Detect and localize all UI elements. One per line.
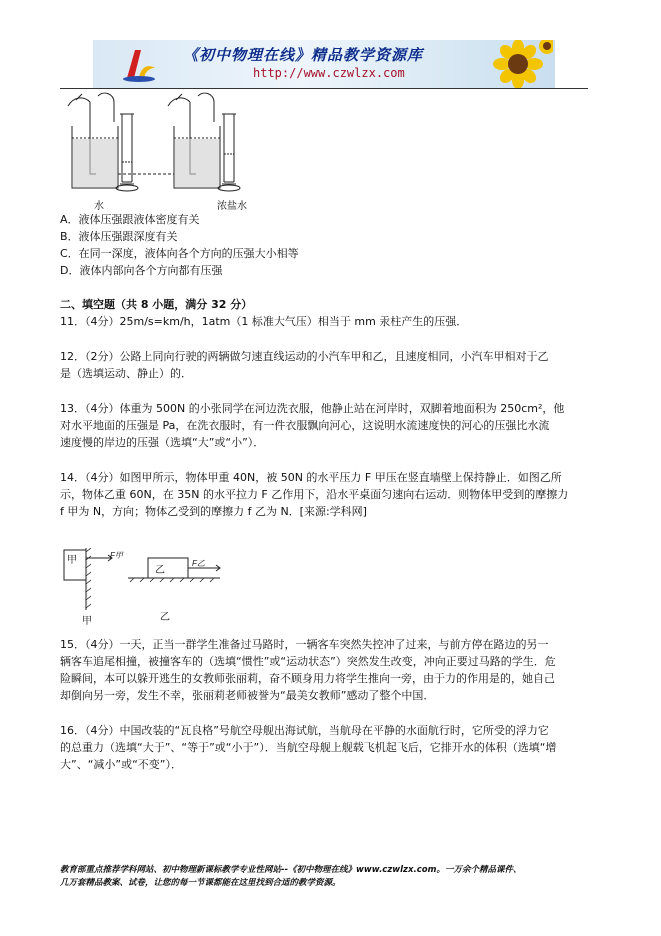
option-c: C．在同一深度，液体向各个方向的压强大小相等	[60, 247, 299, 260]
figure-jia-caption: 甲	[82, 616, 92, 627]
question-16-line1: 16．（4分）中国改装的“瓦良格”号航空母舰出海试航，当航母在平静的水面航行时，它所受的浮力它	[60, 724, 549, 737]
force-yi-label: F乙	[192, 559, 205, 568]
header-banner	[93, 40, 555, 88]
page-footer	[60, 864, 521, 890]
question-13-line1: 13．（4分）体重为 500N 的小张同学在河边洗衣服，他静止站在河岸时，双脚着地面积为 250cm²，他	[60, 402, 565, 415]
pressure-gauge-figure	[60, 92, 260, 198]
question-12-line1: 12．（2分）公路上同向行驶的两辆做匀速直线运动的小汽车甲和乙，且速度相同，小汽车甲相对于乙	[60, 350, 549, 363]
question-15-line1: 15．（4分）一天，正当一群学生准备过马路时，一辆客车突然失控冲了过来，与前方停在路边的另一	[60, 638, 549, 651]
figure-yi-caption: 乙	[160, 612, 170, 623]
question-14-line2: 示，物体乙重 60N，在 35N 的水平拉力 F 乙作用下，沿水平桌面匀速向右运动．则物体甲受到的摩擦力	[60, 488, 569, 501]
footer-line2: 几万套精品教案、试卷，让您的每一节课都能在这里找到合适的教学资源。	[60, 878, 341, 888]
caption-brine: 浓盐水	[217, 201, 247, 212]
question-15-line4: 却倒向另一旁，发生不幸，张丽莉老师被誉为“最美女教师”感动了整个中国．	[60, 689, 435, 702]
section-heading: 二、填空题（共 8 小题，满分 32 分）	[60, 298, 253, 311]
question-16-line2: 的总重力（选填“大于”、“等于”或“小于”）．当航空母舰上舰载飞机起飞后，它排开水的体积（选填“增	[60, 741, 557, 754]
force-jia-label: F甲	[110, 551, 123, 560]
question-11: 11．（4分）25m/s=km/h，1atm（1 标准大气压）相当于 mm 汞柱产生的压强．	[60, 315, 468, 328]
banner-title: 《初中物理在线》精品教学资源库	[183, 46, 424, 64]
question-15-line3: 险瞬间，本可以躲开逃生的女教师张丽莉，奋不顾身用力将学生推向一旁，由于力的作用是的，她自己	[60, 672, 555, 685]
question-16-line3: 大”、“减小”或“不变”）．	[60, 758, 182, 771]
question-12-line2: 是（选填运动、静止）的．	[60, 367, 192, 380]
block-yi-label: 乙	[155, 565, 165, 576]
question-14-line3: f 甲为 N，方向；物体乙受到的摩擦力 f 乙为 N．[来源:学科网]	[60, 505, 367, 518]
banner-url: http://www.czwlzx.com	[253, 66, 405, 80]
question-15-line2: 辆客车追尾相撞，被撞客车的（选填“惯性”或“运动状态”）突然发生改变，冲向正要过马路的学生．危	[60, 655, 556, 668]
sunflower-icon	[483, 40, 553, 88]
question-13-line2: 对水平地面的压强是 Pa，在洗衣服时，有一件衣服飘向河心，这说明水流速度快的河心的压强比水流	[60, 419, 550, 432]
caption-water: 水	[94, 201, 104, 212]
option-d: D．液体内部向各个方向都有压强	[60, 264, 223, 277]
option-b: B．液体压强跟深度有关	[60, 230, 178, 243]
header-rule	[60, 88, 588, 89]
option-a: A．液体压强跟液体密度有关	[60, 213, 200, 226]
footer-line1: 教育部重点推荐学科网站、初中物理新课标教学专业性网站--《初中物理在线》www.czwlzx.com。一万余个精品课件、	[60, 865, 522, 875]
block-jia-label: 甲	[67, 555, 77, 566]
question-14-line1: 14．（4分）如图甲所示，物体甲重 40N，被 50N 的水平压力 F 甲压在竖直墙壁上保持静止．如图乙所	[60, 471, 562, 484]
site-logo-icon	[119, 44, 159, 84]
question-13-line3: 速度慢的岸边的压强（选填“大”或“小”）．	[60, 436, 265, 449]
